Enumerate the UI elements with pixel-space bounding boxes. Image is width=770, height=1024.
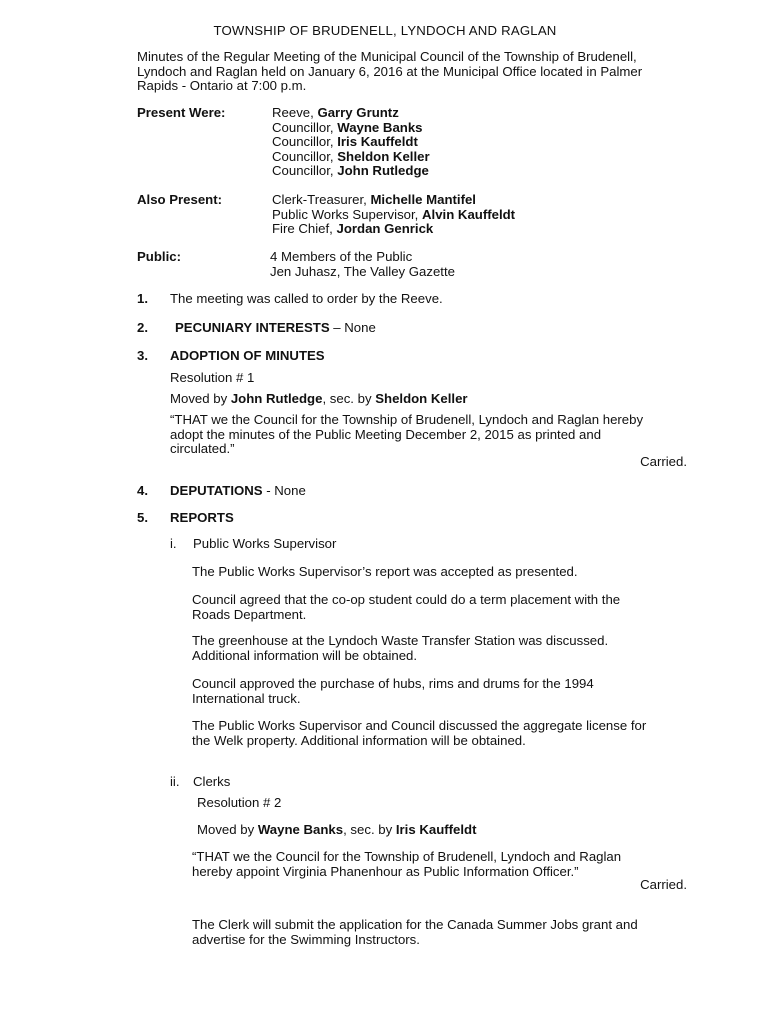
attendee-name: Alvin Kauffeldt: [422, 206, 516, 222]
report-line: The greenhouse at the Lyndoch Waste Transfer Station was discussed.: [192, 633, 609, 648]
moved-prefix: Moved by: [170, 391, 231, 406]
resolution-line: adopt the minutes of the Public Meeting December 2, 2015 as printed and: [170, 426, 602, 442]
intro-line: Rapids - Ontario at 7:00 p.m.: [137, 78, 307, 94]
resolution-line: hereby appoint Virginia Phanenhour as Public Information Officer.”: [192, 863, 579, 879]
resolution-line: circulated.”: [170, 441, 235, 457]
item-heading: DEPUTATIONS: [170, 483, 263, 498]
attendee: [272, 106, 430, 121]
public-list: [270, 250, 455, 279]
resolution-line: “THAT we the Council for the Township of Brudenell, Lyndoch and Raglan: [192, 849, 622, 864]
attendee-role: Public Works Supervisor,: [272, 206, 423, 222]
attendee-name: Wayne Banks: [337, 119, 423, 135]
report-line: The Clerk will submit the application for the Canada Summer Jobs grant and: [192, 917, 638, 932]
public-line: Jen Juhasz, The Valley Gazette: [270, 263, 455, 279]
report-line: Roads Department.: [192, 606, 307, 622]
present-list: [272, 106, 430, 179]
attendee-name: Jordan Genrick: [336, 221, 434, 237]
moved-line: [170, 392, 468, 407]
resolution-line: “THAT we the Council for the Township of Brudenell, Lyndoch and Raglan hereby: [170, 412, 644, 427]
report-line: the Welk property. Additional information will be obtained.: [192, 732, 526, 748]
attendee: [272, 135, 430, 150]
intro-line: Minutes of the Regular Meeting of the Municipal Council of the Township of Brudenell,: [137, 49, 637, 64]
seconded-prefix: , sec. by: [322, 391, 376, 406]
subsection-number: i.: [170, 536, 177, 551]
attendee: [272, 208, 515, 223]
also-present-list: [272, 193, 515, 237]
report-line: The Public Works Supervisor’s report was accepted as presented.: [192, 564, 578, 579]
report-paragraph: [192, 634, 752, 663]
attendee-role: Councillor,: [272, 119, 338, 135]
moved-line: [197, 823, 477, 838]
item-number: 1.: [137, 291, 148, 306]
report-paragraph: [192, 918, 752, 947]
item-heading-rest: – None: [329, 320, 376, 335]
attendee: [272, 121, 430, 136]
attendee-name: Iris Kauffeldt: [337, 134, 418, 150]
attendee-name: John Rutledge: [337, 163, 429, 179]
attendee: [272, 222, 515, 237]
item-heading-line: [175, 321, 376, 336]
public-label: Public:: [137, 249, 181, 264]
item-number: 5.: [137, 510, 148, 525]
attendee-role: Fire Chief,: [272, 221, 337, 237]
seconder-name: Iris Kauffeldt: [395, 822, 477, 837]
attendee-role: Reeve,: [272, 105, 318, 120]
attendee-name: Sheldon Keller: [337, 148, 430, 164]
item-heading-rest: - None: [262, 483, 306, 498]
resolution-text: [192, 850, 752, 879]
attendee-name: Garry Gruntz: [317, 105, 399, 120]
intro-line: Lyndoch and Raglan held on January 6, 2016 at the Municipal Office located in Palmer: [137, 63, 643, 79]
document-title: TOWNSHIP OF BRUDENELL, LYNDOCH AND RAGLAN: [213, 23, 557, 38]
report-line: Additional information will be obtained.: [192, 647, 418, 663]
report-line: advertise for the Swimming Instructors.: [192, 931, 420, 947]
mover-name: John Rutledge: [230, 391, 323, 406]
public-line: 4 Members of the Public: [270, 249, 413, 264]
report-paragraph: [192, 677, 752, 706]
item-text: The meeting was called to order by the Reeve.: [170, 291, 443, 306]
report-line: International truck.: [192, 690, 301, 706]
item-heading: REPORTS: [170, 510, 234, 525]
attendee-role: Clerk-Treasurer,: [272, 192, 371, 207]
moved-prefix: Moved by: [197, 822, 258, 837]
report-line: Council approved the purchase of hubs, rims and drums for the 1994: [192, 676, 594, 691]
attendee-role: Councillor,: [272, 148, 338, 164]
intro-paragraph: [137, 50, 737, 94]
report-line: Council agreed that the co-op student could do a term placement with the: [192, 592, 621, 607]
resolution-number: Resolution # 2: [197, 795, 282, 810]
seconder-name: Sheldon Keller: [375, 391, 468, 406]
attendee-role: Councillor,: [272, 163, 338, 179]
subsection-title: Public Works Supervisor: [193, 536, 337, 551]
also-present-label: Also Present:: [137, 192, 223, 207]
attendee: [272, 164, 430, 179]
item-heading: ADOPTION OF MINUTES: [170, 348, 325, 363]
subsection-title: Clerks: [193, 774, 231, 789]
attendee: [272, 193, 515, 208]
item-number: 3.: [137, 348, 148, 363]
resolution-text: [170, 413, 740, 457]
mover-name: Wayne Banks: [257, 822, 344, 837]
attendee-role: Councillor,: [272, 134, 338, 150]
report-paragraph: [192, 719, 752, 748]
subsection-number: ii.: [170, 774, 180, 789]
seconded-prefix: , sec. by: [343, 822, 396, 837]
item-number: 2.: [137, 320, 148, 335]
carried-label: Carried.: [640, 454, 687, 469]
report-paragraph: [192, 565, 752, 580]
present-label: Present Were:: [137, 105, 226, 120]
carried-label: Carried.: [640, 877, 687, 892]
attendee: [272, 150, 430, 165]
item-heading-line: [170, 484, 306, 499]
item-heading: PECUNIARY INTERESTS: [175, 320, 330, 335]
item-number: 4.: [137, 483, 148, 498]
report-paragraph: [192, 593, 752, 622]
attendee-name: Michelle Mantifel: [370, 192, 476, 207]
resolution-number: Resolution # 1: [170, 370, 255, 385]
report-line: The Public Works Supervisor and Council discussed the aggregate license for: [192, 718, 647, 733]
